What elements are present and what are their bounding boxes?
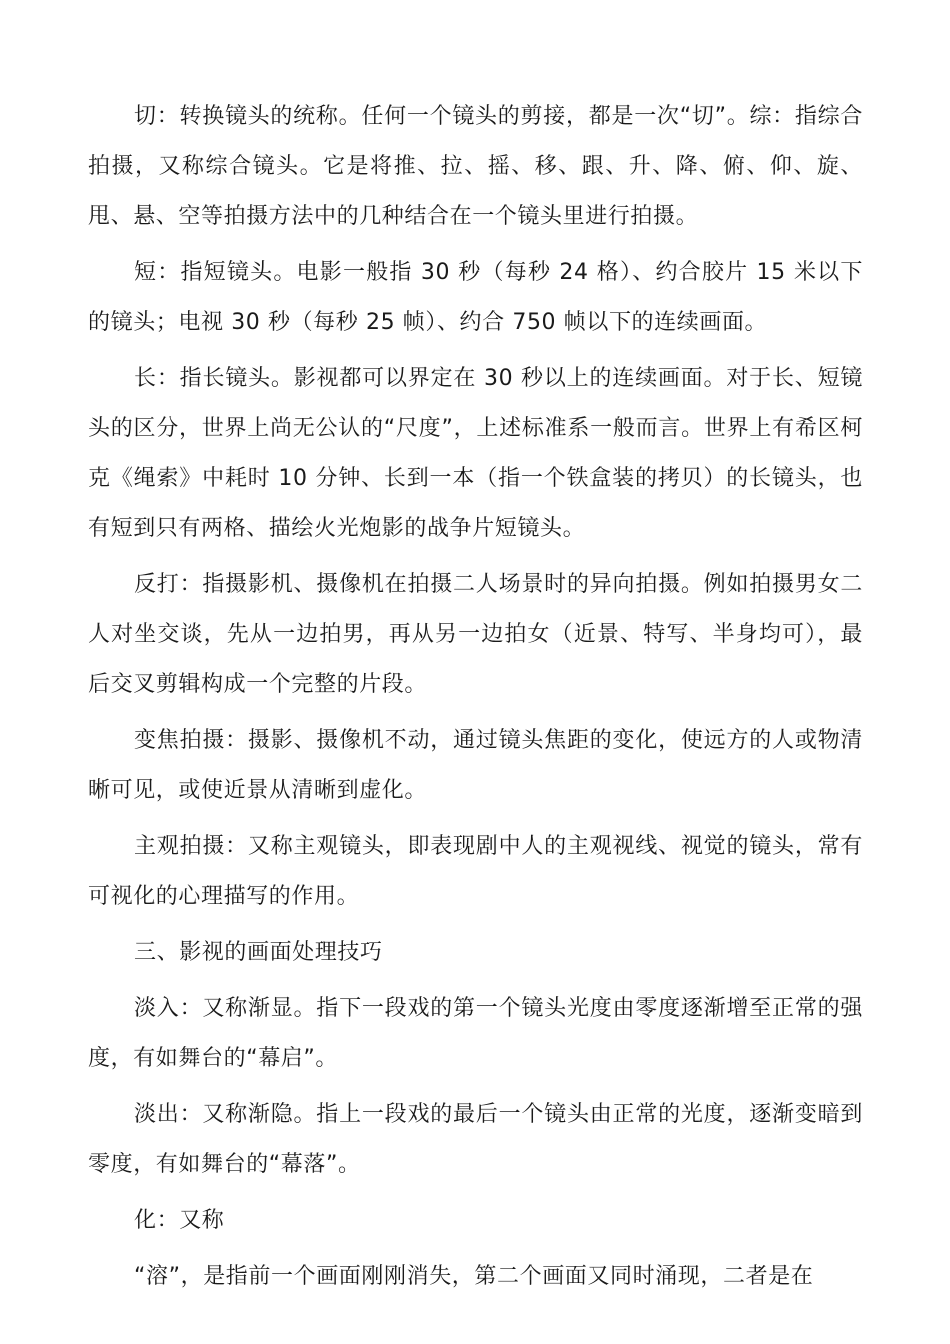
paragraph-cut-composite: 切：转换镜头的统称。任何一个镜头的剪接，都是一次“切”。综：指综合拍摄，又称综合镜头。它是将推、拉、摇、移、跟、升、降、俯、仰、旋、甩、悬、空等拍摄方法中的几种结合在一个镜头里进行拍摄。: [88, 104, 863, 229]
paragraph-reverse-shot: 反打：指摄影机、摄像机在拍摄二人场景时的异向拍摄。例如拍摄男女二人对坐交谈，先从一边拍男，再从另一边拍女（近景、特写、半身均可），最后交叉剪辑构成一个完整的片段。: [88, 572, 863, 697]
paragraph-dissolve-label: 化：又称: [134, 1208, 225, 1233]
paragraph-subjective-shooting: 主观拍摄：又称主观镜头，即表现剧中人的主观视线、视觉的镜头，常有可视化的心理描写的作用。: [88, 834, 863, 909]
paragraph-fade-in: 淡入：又称渐显。指下一段戏的第一个镜头光度由零度逐渐增至正常的强度，有如舞台的“幕启”。: [88, 996, 863, 1071]
paragraph-dissolve-text: “溶”，是指前一个画面刚刚消失，第二个画面又同时涌现，二者是在: [134, 1264, 814, 1289]
paragraph-zoom-shooting: 变焦拍摄：摄影、摄像机不动，通过镜头焦距的变化，使远方的人或物清晰可见，或使近景从清晰到虚化。: [88, 728, 863, 803]
paragraph-short-shot: 短：指短镜头。电影一般指 30 秒（每秒 24 格）、约合胶片 15 米以下的镜头；电视 30 秒（每秒 25 帧）、约合 750 帧以下的连续画面。: [88, 260, 863, 335]
paragraph-long-shot: 长：指长镜头。影视都可以界定在 30 秒以上的连续画面。对于长、短镜头的区分，世界上尚无公认的“尺度”，上述标准系一般而言。世界上有希区柯克《绳索》中耗时 10 分钟、长到一本（指一个铁盒装的拷贝）的长镜头，也有短到只有两格、描绘火光炮影的战争片短镜头。: [88, 366, 863, 541]
paragraph-fade-out: 淡出：又称渐隐。指上一段戏的最后一个镜头由正常的光度，逐渐变暗到零度，有如舞台的“幕落”。: [88, 1102, 863, 1177]
section-heading: 三、影视的画面处理技巧: [134, 940, 383, 965]
document-body: [88, 92, 863, 1302]
